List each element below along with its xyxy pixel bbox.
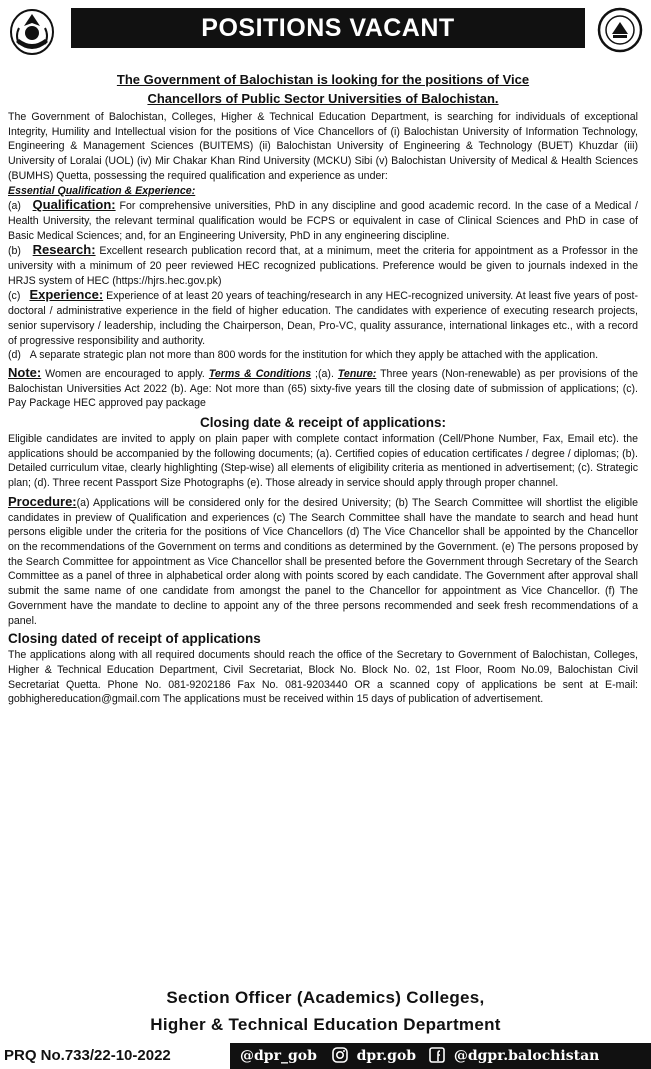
qualification-label: Qualification: bbox=[32, 197, 116, 213]
government-emblem-icon bbox=[7, 6, 57, 56]
social-bar bbox=[230, 1043, 651, 1069]
instagram-handle: dpr.gob bbox=[356, 1048, 417, 1064]
research-label: Research: bbox=[32, 242, 96, 258]
department-seal-icon bbox=[596, 6, 644, 54]
headline-line-2: Chancellors of Public Sector Universities of Balochistan. bbox=[147, 91, 499, 106]
header bbox=[5, 6, 646, 58]
experience-label: Experience: bbox=[29, 287, 104, 303]
facebook-icon bbox=[429, 1047, 445, 1063]
footer-signatory-line2: Higher & Technical Education Department bbox=[150, 1015, 501, 1034]
closing2-paragraph: The applications along with all required documents should reach the office of the Secretary to Government of Balochistan, Colleges, Higher & Technical Education Department, Civil Secretariat, Block No. Block No. 02, 1st Floor, Room No.09, Balochistan Civil Secretariat Quetta. Phone No. 081-9202186 Fax No. 081-9203440 OR a scanned copy of applications be sent at E-mail: gobhighereducation@gmail.com The applications must be received within 15 days of publication of advertisement. bbox=[8, 649, 638, 706]
closing-paragraph: Eligible candidates are invited to apply on plain paper with complete contact information (Cell/Phone Number, Fax, Email etc). the applications should be accompanied by the following documents; (a). Certified copies of education certificates / degree / diplomas; (b). Detailed curriculum vitae, clearly highlighting (Step-wise) all elements of eligibility criteria as mentioned in advertisement; (c). Strategic plan; (d). Three recent Passport Size Photographs (e). Those already in service should apply through proper channel. bbox=[8, 433, 638, 490]
instagram-icon bbox=[332, 1047, 348, 1063]
twitter-handle: @dpr_gob bbox=[240, 1048, 317, 1064]
item-qualification: (a) Qualification: For comprehensive universities, PhD in any discipline and good academic record. In the case of a Medical / Health University, the relevant terminal qualification would be FCPS or equivalent in case of Clinical Sciences and PhD in case of Basic Medical Sciences; and, for an Engineering University, PhD in any engineering discipline. bbox=[8, 197, 638, 242]
tenure-label: Tenure: bbox=[337, 367, 377, 380]
page-title: POSITIONS VACANT bbox=[71, 8, 585, 48]
closing2-heading: Closing dated of receipt of applications bbox=[8, 631, 261, 647]
closing-heading: Closing date & receipt of applications: bbox=[199, 415, 447, 431]
facebook-handle: @dgpr.balochistan bbox=[453, 1048, 600, 1064]
main-content bbox=[8, 70, 638, 707]
procedure-paragraph: Procedure:(a) Applications will be considered only for the desired University; (b) The Search Committee will shortlist the eligible candidates in preview of Qualification and experiences (c) The Search Committee shall have the mandate to search and head hunt persons eligible under the criteria for the positions of Vice Chancellors (d) The Vice Chancellor shall be appointed by the Chancellor on the recommendations of the Government on terms and conditions as determined by the Government. (e) The persons proposed by the Search Committee for appointment as Vice Chancellor shall be presented before the Government through Secretary of the Search Committee as a panel of three in alphabetical order along with points scored by each candidate. The Government after approval shall submit the same name of one candidate from amongst the panel to the Chancellor for appointment as Vice Chancellor. (f) The Government have the mandate to decline to appoint any of the three persons recommended and seek fresh recommendations of a panel. bbox=[8, 493, 638, 627]
item-experience: (c) Experience: Experience of at least 20 years of teaching/research in any HEC-recognized university. At least five years of post-doctoral / administrative experience in the field of higher education. The candidates with experience of executing research projects, senior supervisory / leadership, including the Chairperson, Dean, Pro-VC, quality assurance, international linkages etc., with a record of progressive responsibility and authority. bbox=[8, 287, 638, 347]
procedure-label: Procedure: bbox=[8, 493, 77, 509]
item-strategic-plan: (d) A separate strategic plan not more than 800 words for the institution for which they apply be attached with the application. bbox=[8, 349, 599, 362]
footer bbox=[0, 981, 651, 1069]
terms-label: Terms & Conditions bbox=[208, 367, 312, 380]
headline-line-1: The Government of Balochistan is looking for the positions of Vice bbox=[116, 72, 530, 87]
intro-paragraph: The Government of Balochistan, Colleges, Higher & Technical Education Department, is searching for individuals of exceptional Integrity, Humility and Intellectual vision for the positions of Vice Chancellors of (i) Balochistan University of Information Technology, Engineering & Management Sciences (BUITEMS) (ii) Balochistan University of Engineering & Technology (BUET) Khuzdar (iii) University of Loralai (UOL) (iv) Mir Chakar Khan Rind University (MCKU) Sibi (v) Balochistan University of Medical & Health Sciences (BUMHS) Quetta, possessing the required qualification and experience as under: bbox=[8, 111, 638, 182]
footer-signatory-line1: Section Officer (Academics) Colleges, bbox=[166, 988, 485, 1007]
prq-number: PRQ No.733/22-10-2022 bbox=[4, 1047, 171, 1064]
essential-heading: Essential Qualification & Experience: bbox=[8, 184, 196, 197]
item-research: (b) Research: Excellent research publication record that, at a minimum, meet the criteria for appointment as a Professor in the university with a minimum of 20 peer reviewed HEC recognized publications. Preference would be given to journals indexed in the HRJS system of HEC (https://hjrs.hec.gov.pk) bbox=[8, 242, 638, 287]
note-label: Note: bbox=[8, 364, 42, 380]
note-paragraph: Note: Women are encouraged to apply. Terms & Conditions ;(a). Tenure: Three years (Non-renewable) as per provisions of the Balochistan Universities Act 2022 (b). Age: Not more than (65) sixty-five years till the closing date of submission of applications; (c). Pay Package HEC approved pay package bbox=[8, 364, 638, 410]
